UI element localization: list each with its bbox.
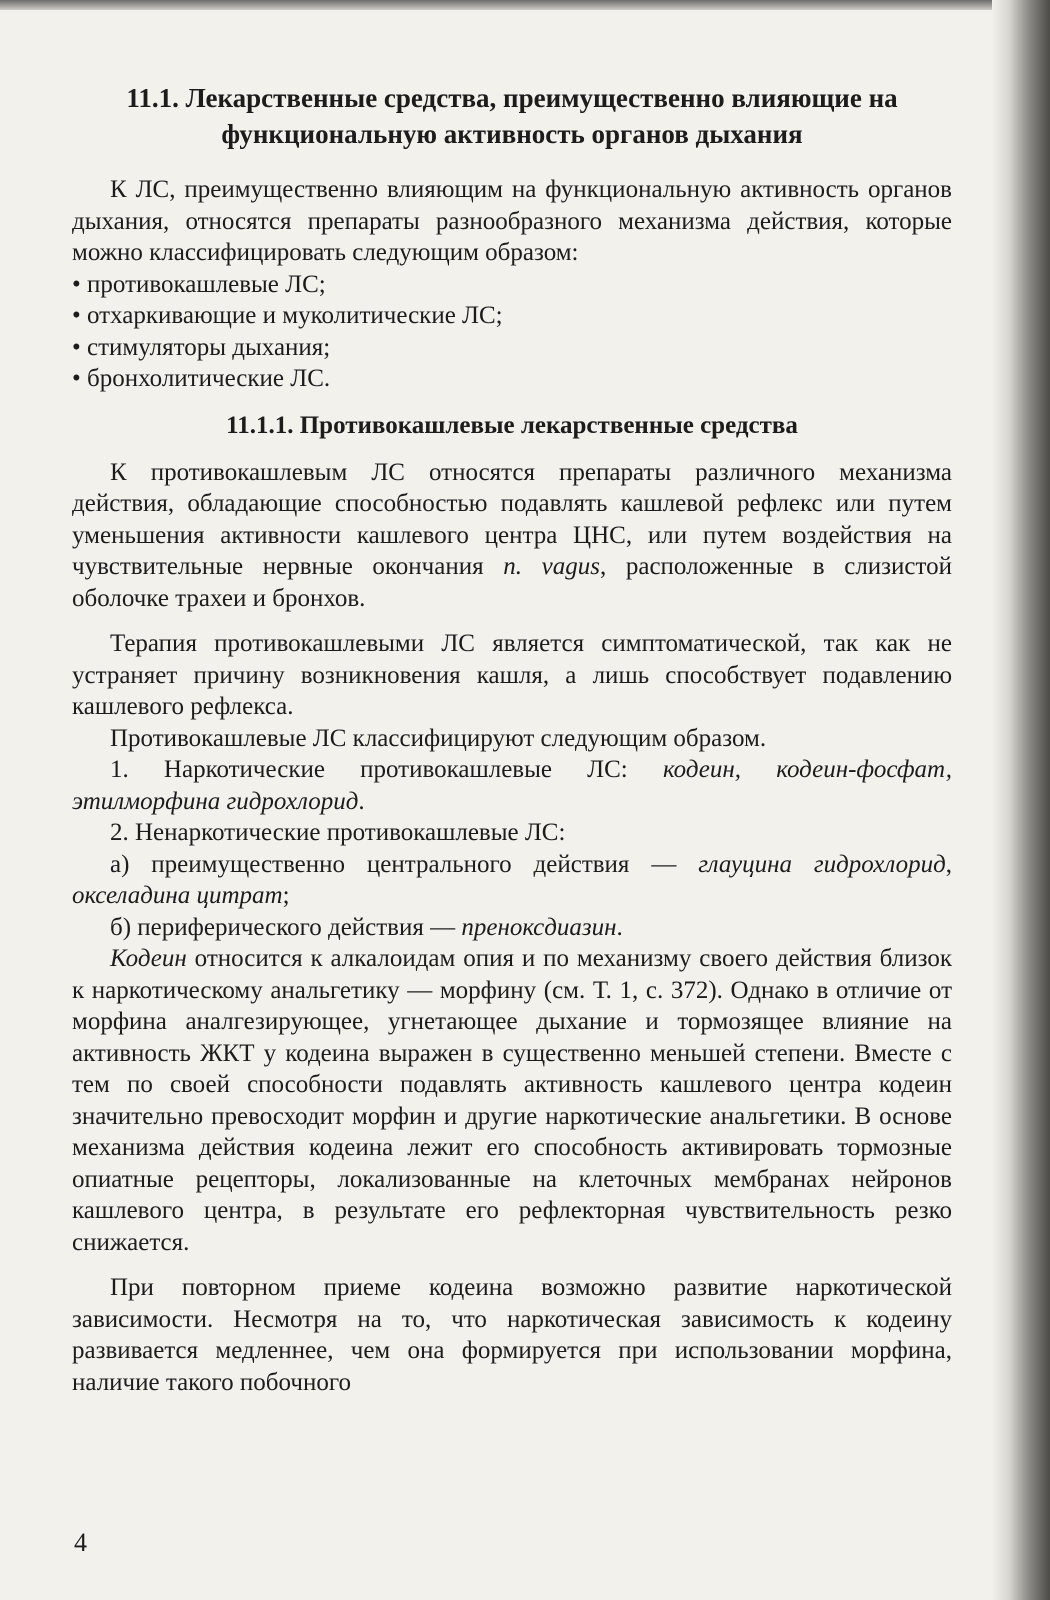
paragraph-codeine bbox=[72, 943, 952, 1258]
paragraph-peripheral-action bbox=[72, 912, 952, 944]
paragraph-narcotic bbox=[72, 754, 952, 817]
italic-term: преноксдиазин bbox=[461, 913, 617, 941]
paragraph-classification: Противокашлевые ЛС классифицируют следующим образом. bbox=[110, 724, 767, 752]
page-content bbox=[72, 80, 952, 1398]
text-span: , bbox=[945, 850, 952, 878]
italic-term: кодеин, кодеин-фосфат, этилморфина гидрохлорид bbox=[72, 756, 952, 815]
text-span: относится к алкалоидам опия и по механизму своего действия близок к наркотическому анальгетику — морфину (см. Т. 1, с. 372). Однако в отличие от морфина аналгезирующее, угнетающее дыхание и тормозящее влияние на активность ЖКТ у кодеина выражен в существенно меньшей степени. Вместе с тем по своей способности подавлять активность кашлевого центра кодеин значительно превосходит морфин и другие наркотические анальгетики. В основе механизма действия кодеина лежит его способность активировать тормозные опиатные рецепторы, локализованные на клеточных мембранах нейронов кашлевого центра, в результате его рефлекторная чувствительность резко снижается. bbox=[72, 945, 952, 1256]
text-span: . bbox=[616, 913, 623, 941]
list-item: • противокашлевые ЛС; bbox=[72, 269, 952, 301]
italic-term: Кодеин bbox=[110, 945, 187, 972]
text-span: , расположенные в слизистой оболочке трахеи и бронхов. bbox=[72, 553, 952, 612]
text-span: 1. Наркотические противокашлевые ЛС: bbox=[110, 756, 663, 783]
paragraph-definition bbox=[72, 457, 952, 615]
subsection-title: 11.1.1. Противокашлевые лекарственные средства bbox=[226, 411, 798, 439]
paragraph-therapy: Терапия противокашлевыми ЛС является симптоматической, так как не устраняет причину возникновения кашля, а лишь способствует подавлению кашлевого рефлекса. bbox=[72, 630, 952, 720]
italic-term: n. vagus bbox=[503, 553, 600, 580]
section-intro: К ЛС, преимущественно влияющим на функциональную активность органов дыхания, относятся препараты разнообразного механизма действия, которые можно классифицировать следующим образом: bbox=[72, 176, 952, 266]
text-span: . bbox=[358, 787, 365, 815]
list-item: • стимуляторы дыхания; bbox=[72, 332, 952, 364]
italic-term: окселадина цитрат bbox=[72, 882, 283, 909]
paragraph-central-action bbox=[72, 849, 952, 912]
text-span: ; bbox=[282, 882, 290, 909]
list-item: • отхаркивающие и муколитические ЛС; bbox=[72, 300, 952, 332]
text-span: К противокашлевым ЛС относятся препараты различного механизма действия, обладающие способностью подавлять кашлевой рефлекс или путем уменьшения активности кашлевого центра ЦНС, или путем воздействия на чувствительные нервные окончания bbox=[72, 458, 952, 580]
top-edge-shadow bbox=[0, 0, 1050, 10]
section-title: 11.1. Лекарственные средства, преимущественно влияющие на функциональную активность органов дыхания bbox=[126, 83, 898, 149]
book-spine-shadow bbox=[992, 0, 1050, 1600]
list-item: • бронхолитические ЛС. bbox=[72, 363, 952, 395]
italic-term: глауцина гидрохлорид bbox=[698, 850, 946, 878]
page-number: 4 bbox=[74, 1528, 87, 1557]
drug-class-list bbox=[72, 269, 952, 395]
paragraph-non-narcotic: 2. Ненаркотические противокашлевые ЛС: bbox=[110, 819, 566, 846]
paragraph-dependence: При повторном приеме кодеина возможно развитие наркотической зависимости. Несмотря на то, что наркотическая зависимость к кодеину развивается медленнее, чем она формируется при использовании морфина, наличие такого побочного bbox=[72, 1274, 952, 1396]
text-span: а) преимущественно центрального действия — bbox=[110, 850, 699, 878]
text-span: б) периферического действия — bbox=[110, 913, 462, 941]
